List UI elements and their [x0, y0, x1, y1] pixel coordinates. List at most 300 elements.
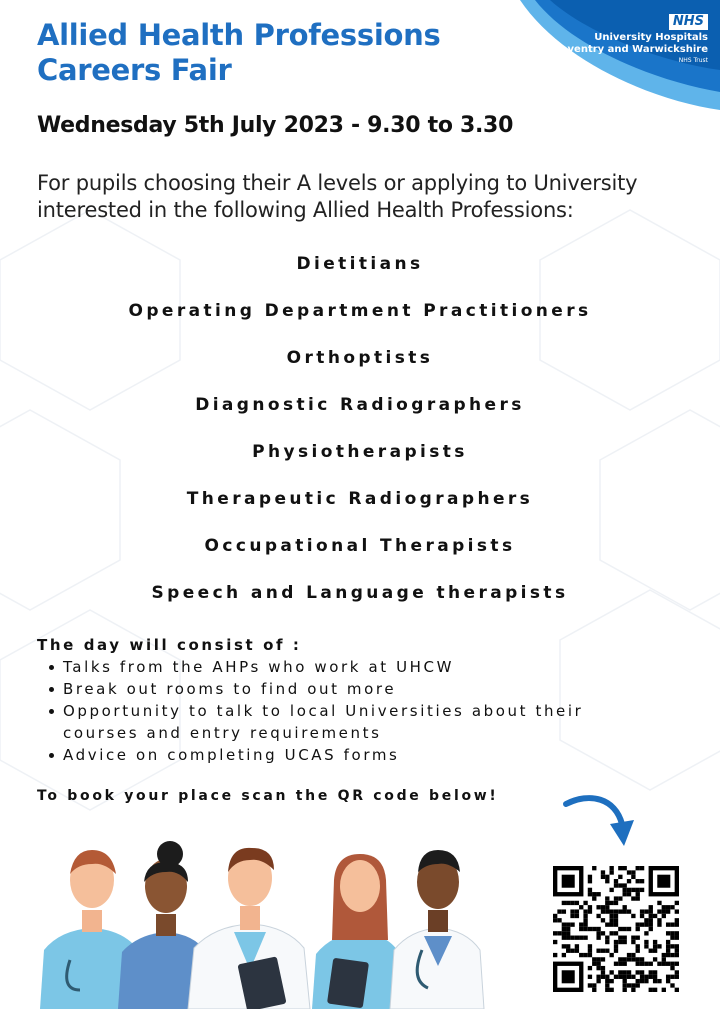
qr-module	[657, 944, 661, 948]
qr-module	[562, 927, 566, 931]
qr-module	[675, 962, 679, 966]
qr-module	[601, 875, 605, 879]
qr-module	[614, 975, 618, 979]
qr-module	[605, 901, 609, 905]
qr-module	[666, 953, 670, 957]
qr-module	[562, 909, 566, 913]
qr-module	[640, 957, 644, 961]
qr-module	[649, 970, 653, 974]
qr-module	[636, 892, 640, 896]
qr-module	[579, 953, 583, 957]
qr-module	[553, 931, 557, 935]
qr-module	[653, 970, 657, 974]
qr-module	[583, 918, 587, 922]
qr-module	[588, 905, 592, 909]
qr-module	[592, 962, 596, 966]
qr-module	[596, 892, 600, 896]
qr-module	[644, 918, 648, 922]
qr-module	[562, 922, 566, 926]
qr-module	[592, 927, 596, 931]
qr-module	[618, 927, 622, 931]
worker-figure	[312, 854, 404, 1009]
qr-module	[662, 957, 666, 961]
qr-module	[609, 909, 613, 913]
qr-module	[583, 922, 587, 926]
qr-module	[670, 962, 674, 966]
qr-module	[601, 918, 605, 922]
qr-module	[562, 875, 575, 888]
qr-module	[579, 936, 583, 940]
qr-module	[675, 944, 679, 948]
qr-module	[623, 936, 627, 940]
qr-module	[562, 953, 566, 957]
booking-text: To book your place scan the QR code below!	[37, 788, 499, 804]
qr-module	[675, 975, 679, 979]
page-title	[37, 18, 440, 88]
qr-module	[666, 909, 670, 913]
qr-module	[562, 931, 566, 935]
qr-module	[657, 922, 661, 926]
qr-module	[562, 936, 566, 940]
qr-module	[657, 875, 670, 888]
qr-module	[575, 949, 579, 953]
qr-module	[618, 957, 622, 961]
qr-code[interactable]	[553, 866, 679, 992]
qr-module	[675, 922, 679, 926]
qr-module	[644, 909, 648, 913]
qr-module	[649, 905, 653, 909]
healthcare-workers-illustration	[30, 840, 520, 1009]
qr-module	[675, 909, 679, 913]
qr-module	[583, 927, 587, 931]
qr-module	[636, 866, 640, 870]
qr-module	[575, 914, 579, 918]
qr-module	[653, 957, 657, 961]
qr-module	[644, 922, 648, 926]
qr-module	[614, 944, 618, 948]
qr-module	[670, 905, 674, 909]
qr-module	[596, 936, 600, 940]
logo-org-line2: Coventry and Warwickshire	[553, 44, 708, 55]
day-heading: The day will consist of :	[37, 636, 302, 654]
qr-module	[570, 901, 574, 905]
qr-module	[605, 879, 609, 883]
qr-module	[618, 866, 622, 870]
qr-module	[592, 892, 596, 896]
qr-module	[623, 888, 627, 892]
qr-module	[570, 922, 574, 926]
qr-module	[596, 949, 600, 953]
qr-module	[614, 962, 618, 966]
qr-module	[596, 975, 600, 979]
qr-module	[553, 918, 557, 922]
profession-item: Operating Department Practitioners	[128, 301, 592, 321]
qr-module	[592, 988, 596, 992]
qr-module	[562, 944, 566, 948]
qr-module	[666, 962, 670, 966]
qr-module	[627, 953, 631, 957]
qr-module	[657, 918, 661, 922]
qr-module	[649, 962, 653, 966]
qr-module	[649, 922, 653, 926]
qr-module	[614, 918, 618, 922]
qr-module	[601, 949, 605, 953]
qr-module	[609, 918, 613, 922]
qr-module	[605, 905, 609, 909]
qr-module	[588, 879, 592, 883]
qr-module	[636, 970, 640, 974]
qr-module	[596, 914, 600, 918]
qr-module	[605, 922, 609, 926]
qr-module	[570, 914, 574, 918]
qr-module	[640, 970, 644, 974]
qr-module	[614, 940, 618, 944]
qr-module	[614, 896, 618, 900]
qr-module	[623, 905, 627, 909]
qr-module	[562, 970, 575, 983]
qr-module	[588, 953, 592, 957]
qr-module	[636, 949, 640, 953]
qr-module	[596, 927, 600, 931]
qr-module	[636, 922, 640, 926]
qr-module	[631, 936, 635, 940]
qr-module	[675, 970, 679, 974]
qr-module	[666, 931, 670, 935]
qr-module	[653, 988, 657, 992]
qr-module	[644, 940, 648, 944]
qr-module	[553, 953, 557, 957]
qr-module	[636, 983, 640, 987]
qr-module	[644, 944, 648, 948]
qr-module	[644, 931, 648, 935]
qr-module	[623, 940, 627, 944]
qr-module	[631, 940, 635, 944]
qr-module	[601, 975, 605, 979]
qr-module	[662, 905, 666, 909]
qr-module	[631, 953, 635, 957]
day-items	[37, 656, 657, 766]
qr-module	[644, 979, 648, 983]
qr-module	[631, 983, 635, 987]
qr-module	[614, 883, 618, 887]
qr-module	[588, 875, 592, 879]
qr-module	[614, 922, 618, 926]
qr-module	[618, 975, 622, 979]
qr-module	[592, 957, 596, 961]
qr-module	[653, 975, 657, 979]
qr-module	[618, 875, 622, 879]
day-item: Break out rooms to find out more	[37, 678, 657, 700]
qr-module	[662, 988, 666, 992]
qr-module	[631, 896, 635, 900]
day-schedule	[37, 634, 657, 766]
qr-module	[631, 914, 635, 918]
nhs-badge: NHS	[669, 14, 708, 30]
qr-module	[640, 866, 644, 870]
qr-module	[627, 888, 631, 892]
qr-module	[640, 979, 644, 983]
qr-module	[627, 983, 631, 987]
qr-module	[670, 966, 674, 970]
qr-module	[605, 936, 609, 940]
qr-module	[640, 879, 644, 883]
qr-module	[631, 957, 635, 961]
worker-figure	[188, 848, 310, 1009]
qr-module	[583, 901, 587, 905]
qr-module	[631, 888, 635, 892]
qr-module	[575, 901, 579, 905]
qr-module	[649, 975, 653, 979]
qr-module	[588, 888, 592, 892]
qr-module	[601, 909, 605, 913]
qr-module	[636, 944, 640, 948]
qr-module	[670, 936, 674, 940]
qr-module	[614, 909, 618, 913]
qr-module	[649, 927, 653, 931]
qr-module	[557, 909, 561, 913]
qr-module	[596, 931, 600, 935]
qr-module	[623, 909, 627, 913]
qr-module	[609, 988, 613, 992]
qr-module	[588, 944, 592, 948]
qr-module	[636, 957, 640, 961]
qr-module	[675, 901, 679, 905]
qr-module	[666, 949, 670, 953]
day-item: Advice on completing UCAS forms	[37, 744, 657, 766]
qr-module	[631, 975, 635, 979]
qr-module	[636, 896, 640, 900]
qr-module	[670, 983, 674, 987]
qr-module	[623, 988, 627, 992]
profession-item: Therapeutic Radiographers	[186, 489, 534, 509]
qr-module	[609, 979, 613, 983]
qr-module	[588, 966, 592, 970]
qr-module	[557, 918, 561, 922]
qr-module	[636, 979, 640, 983]
qr-module	[653, 949, 657, 953]
qr-module	[636, 962, 640, 966]
qr-module	[596, 905, 600, 909]
qr-module	[623, 927, 627, 931]
qr-module	[675, 936, 679, 940]
qr-module	[623, 892, 627, 896]
qr-module	[640, 922, 644, 926]
profession-item: Dietitians	[296, 254, 424, 274]
qr-module	[666, 905, 670, 909]
qr-module	[575, 944, 579, 948]
qr-module	[605, 909, 609, 913]
qr-module	[649, 949, 653, 953]
qr-module	[653, 914, 657, 918]
qr-module	[609, 888, 613, 892]
qr-module	[623, 979, 627, 983]
qr-module	[588, 983, 592, 987]
qr-module	[666, 940, 670, 944]
qr-module	[605, 940, 609, 944]
qr-module	[592, 896, 596, 900]
qr-module	[596, 966, 600, 970]
qr-module	[657, 962, 661, 966]
qr-module	[653, 979, 657, 983]
qr-module	[566, 936, 570, 940]
qr-module	[666, 922, 670, 926]
qr-module	[579, 927, 583, 931]
title-line1: Allied Health Professions	[37, 18, 441, 52]
event-intro: For pupils choosing their A levels or applying to University interested in the following Allied Health Professions:	[37, 171, 638, 222]
qr-module	[553, 914, 557, 918]
qr-module	[609, 931, 613, 935]
qr-module	[670, 922, 674, 926]
profession-item: Physiotherapists	[252, 442, 468, 462]
qr-module	[592, 866, 596, 870]
arrow-curved-down-icon	[560, 794, 640, 852]
qr-module	[662, 962, 666, 966]
profession-item: Diagnostic Radiographers	[195, 395, 525, 415]
qr-module	[605, 949, 609, 953]
qr-module	[675, 918, 679, 922]
day-item: Talks from the AHPs who work at UHCW	[37, 656, 657, 678]
qr-module	[670, 944, 674, 948]
qr-module	[675, 931, 679, 935]
qr-module	[609, 953, 613, 957]
qr-module	[675, 988, 679, 992]
qr-module	[640, 962, 644, 966]
qr-module	[657, 909, 661, 913]
qr-module	[666, 979, 670, 983]
qr-module	[618, 962, 622, 966]
qr-module	[553, 940, 557, 944]
qr-module	[588, 975, 592, 979]
qr-module	[609, 914, 613, 918]
qr-module	[575, 936, 579, 940]
qr-module	[570, 936, 574, 940]
qr-module	[566, 931, 570, 935]
qr-module	[640, 909, 644, 913]
qr-module	[601, 905, 605, 909]
qr-module	[623, 983, 627, 987]
qr-module	[623, 957, 627, 961]
qr-module	[592, 983, 596, 987]
qr-module	[596, 962, 600, 966]
qr-module	[609, 870, 613, 874]
qr-module	[636, 927, 640, 931]
qr-module	[609, 922, 613, 926]
professions-list	[0, 252, 720, 628]
qr-module	[662, 909, 666, 913]
qr-module	[662, 914, 666, 918]
qr-module	[649, 988, 653, 992]
qr-module	[623, 883, 627, 887]
qr-module	[614, 901, 618, 905]
qr-module	[588, 909, 592, 913]
logo-org-line1: University Hospitals	[594, 32, 708, 43]
qr-module	[583, 936, 587, 940]
qr-module	[640, 975, 644, 979]
qr-module	[566, 901, 570, 905]
qr-module	[649, 909, 653, 913]
qr-module	[670, 953, 674, 957]
qr-module	[662, 953, 666, 957]
qr-module	[614, 914, 618, 918]
qr-module	[583, 914, 587, 918]
qr-module	[627, 879, 631, 883]
qr-module	[609, 970, 613, 974]
qr-module	[649, 914, 653, 918]
qr-module	[609, 866, 613, 870]
qr-module	[631, 870, 635, 874]
profession-item: Occupational Therapists	[204, 536, 516, 556]
qr-module	[614, 949, 618, 953]
qr-module	[649, 918, 653, 922]
qr-module	[605, 896, 609, 900]
qr-module	[588, 927, 592, 931]
logo-org-line3: NHS Trust	[678, 57, 708, 64]
qr-module	[657, 901, 661, 905]
qr-module	[566, 944, 570, 948]
qr-module	[618, 940, 622, 944]
qr-module	[653, 944, 657, 948]
qr-module	[666, 975, 670, 979]
qr-module	[627, 975, 631, 979]
qr-module	[575, 909, 579, 913]
qr-module	[579, 905, 583, 909]
qr-module	[601, 870, 605, 874]
qr-module	[623, 866, 627, 870]
qr-module	[596, 957, 600, 961]
qr-module	[627, 892, 631, 896]
qr-module	[675, 953, 679, 957]
qr-module	[653, 940, 657, 944]
qr-module	[579, 922, 583, 926]
qr-module	[605, 979, 609, 983]
qr-module	[666, 944, 670, 948]
qr-module	[618, 970, 622, 974]
qr-module	[583, 953, 587, 957]
qr-module	[614, 879, 618, 883]
qr-module	[566, 949, 570, 953]
qr-module	[601, 966, 605, 970]
qr-module	[588, 949, 592, 953]
qr-module	[618, 909, 622, 913]
qr-module	[640, 914, 644, 918]
qr-module	[670, 931, 674, 935]
title-line2: Careers Fair	[37, 53, 232, 87]
qr-module	[570, 949, 574, 953]
event-date-time: Wednesday 5th July 2023 - 9.30 to 3.30	[37, 113, 514, 138]
qr-module	[640, 888, 644, 892]
qr-module	[601, 957, 605, 961]
qr-module	[614, 931, 618, 935]
qr-module	[636, 879, 640, 883]
qr-module	[605, 875, 609, 879]
qr-module	[618, 936, 622, 940]
qr-module	[596, 979, 600, 983]
qr-module	[566, 922, 570, 926]
qr-module	[627, 909, 631, 913]
worker-figure	[390, 850, 484, 1009]
qr-module	[566, 927, 570, 931]
qr-module	[623, 962, 627, 966]
qr-module	[631, 875, 635, 879]
qr-module	[627, 927, 631, 931]
qr-module	[636, 888, 640, 892]
qr-module	[609, 901, 613, 905]
qr-module	[570, 909, 574, 913]
qr-module	[588, 892, 592, 896]
qr-module	[557, 931, 561, 935]
qr-module	[623, 970, 627, 974]
qr-module	[618, 883, 622, 887]
